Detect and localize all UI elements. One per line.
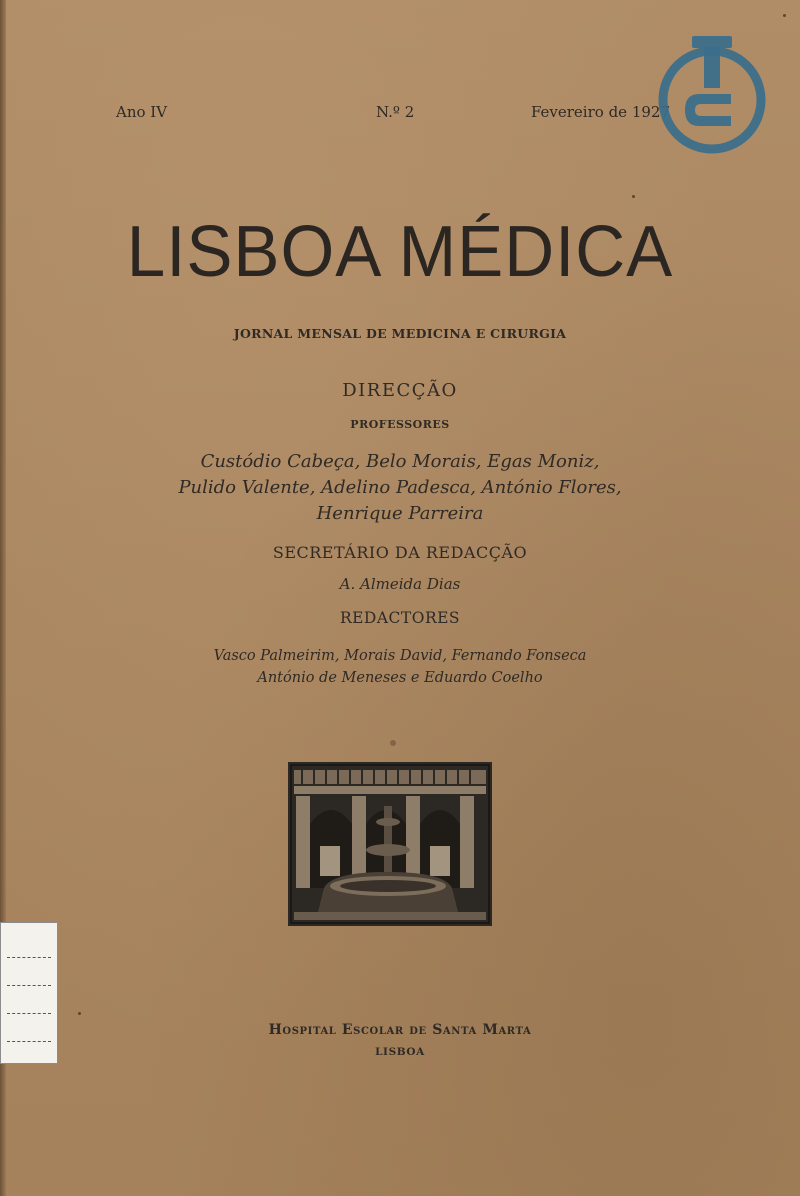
director-names-line: Pulido Valente, Adelino Padesca, António Flores, bbox=[178, 477, 622, 498]
paper-speck bbox=[783, 14, 786, 17]
secretary-heading: SECRETÁRIO DA REDACÇÃO bbox=[272, 543, 528, 562]
issue-header bbox=[116, 103, 670, 125]
director-names bbox=[0, 449, 800, 527]
paper-speck bbox=[390, 740, 396, 746]
professors-subheading: PROFESSORES bbox=[350, 418, 450, 431]
editor-names bbox=[0, 645, 800, 689]
library-stamp-icon bbox=[655, 30, 769, 156]
director-names-line: Henrique Parreira bbox=[316, 503, 484, 524]
label-line bbox=[7, 1041, 51, 1042]
journal-title: LISBOA MÉDICA bbox=[126, 212, 674, 292]
label-line bbox=[7, 957, 51, 958]
label-line bbox=[7, 1013, 51, 1014]
cloister-fountain-engraving bbox=[288, 762, 492, 926]
publisher-institution: Hospital Escolar de Santa Marta bbox=[268, 1022, 532, 1038]
direction-heading: DIRECÇÃO bbox=[342, 380, 458, 401]
paper-speck bbox=[78, 1012, 81, 1015]
publisher-city: LISBOA bbox=[375, 1046, 425, 1058]
issue-year: Ano IV bbox=[116, 103, 168, 121]
issue-number: N.º 2 bbox=[376, 103, 415, 121]
editors-heading: REDACTORES bbox=[339, 609, 461, 627]
library-shelf-label bbox=[0, 922, 58, 1064]
editor-names-line: Vasco Palmeirim, Morais David, Fernando Fonseca bbox=[213, 648, 587, 664]
director-names-line: Custódio Cabeça, Belo Morais, Egas Moniz, bbox=[200, 451, 600, 472]
secretary-name: A. Almeida Dias bbox=[339, 575, 461, 593]
label-line bbox=[7, 985, 51, 986]
journal-subtitle: JORNAL MENSAL DE MEDICINA E CIRURGIA bbox=[233, 326, 567, 341]
editor-names-line: António de Meneses e Eduardo Coelho bbox=[257, 670, 543, 686]
issue-date: Fevereiro de 1927 bbox=[530, 103, 670, 121]
paper-speck bbox=[632, 195, 635, 198]
